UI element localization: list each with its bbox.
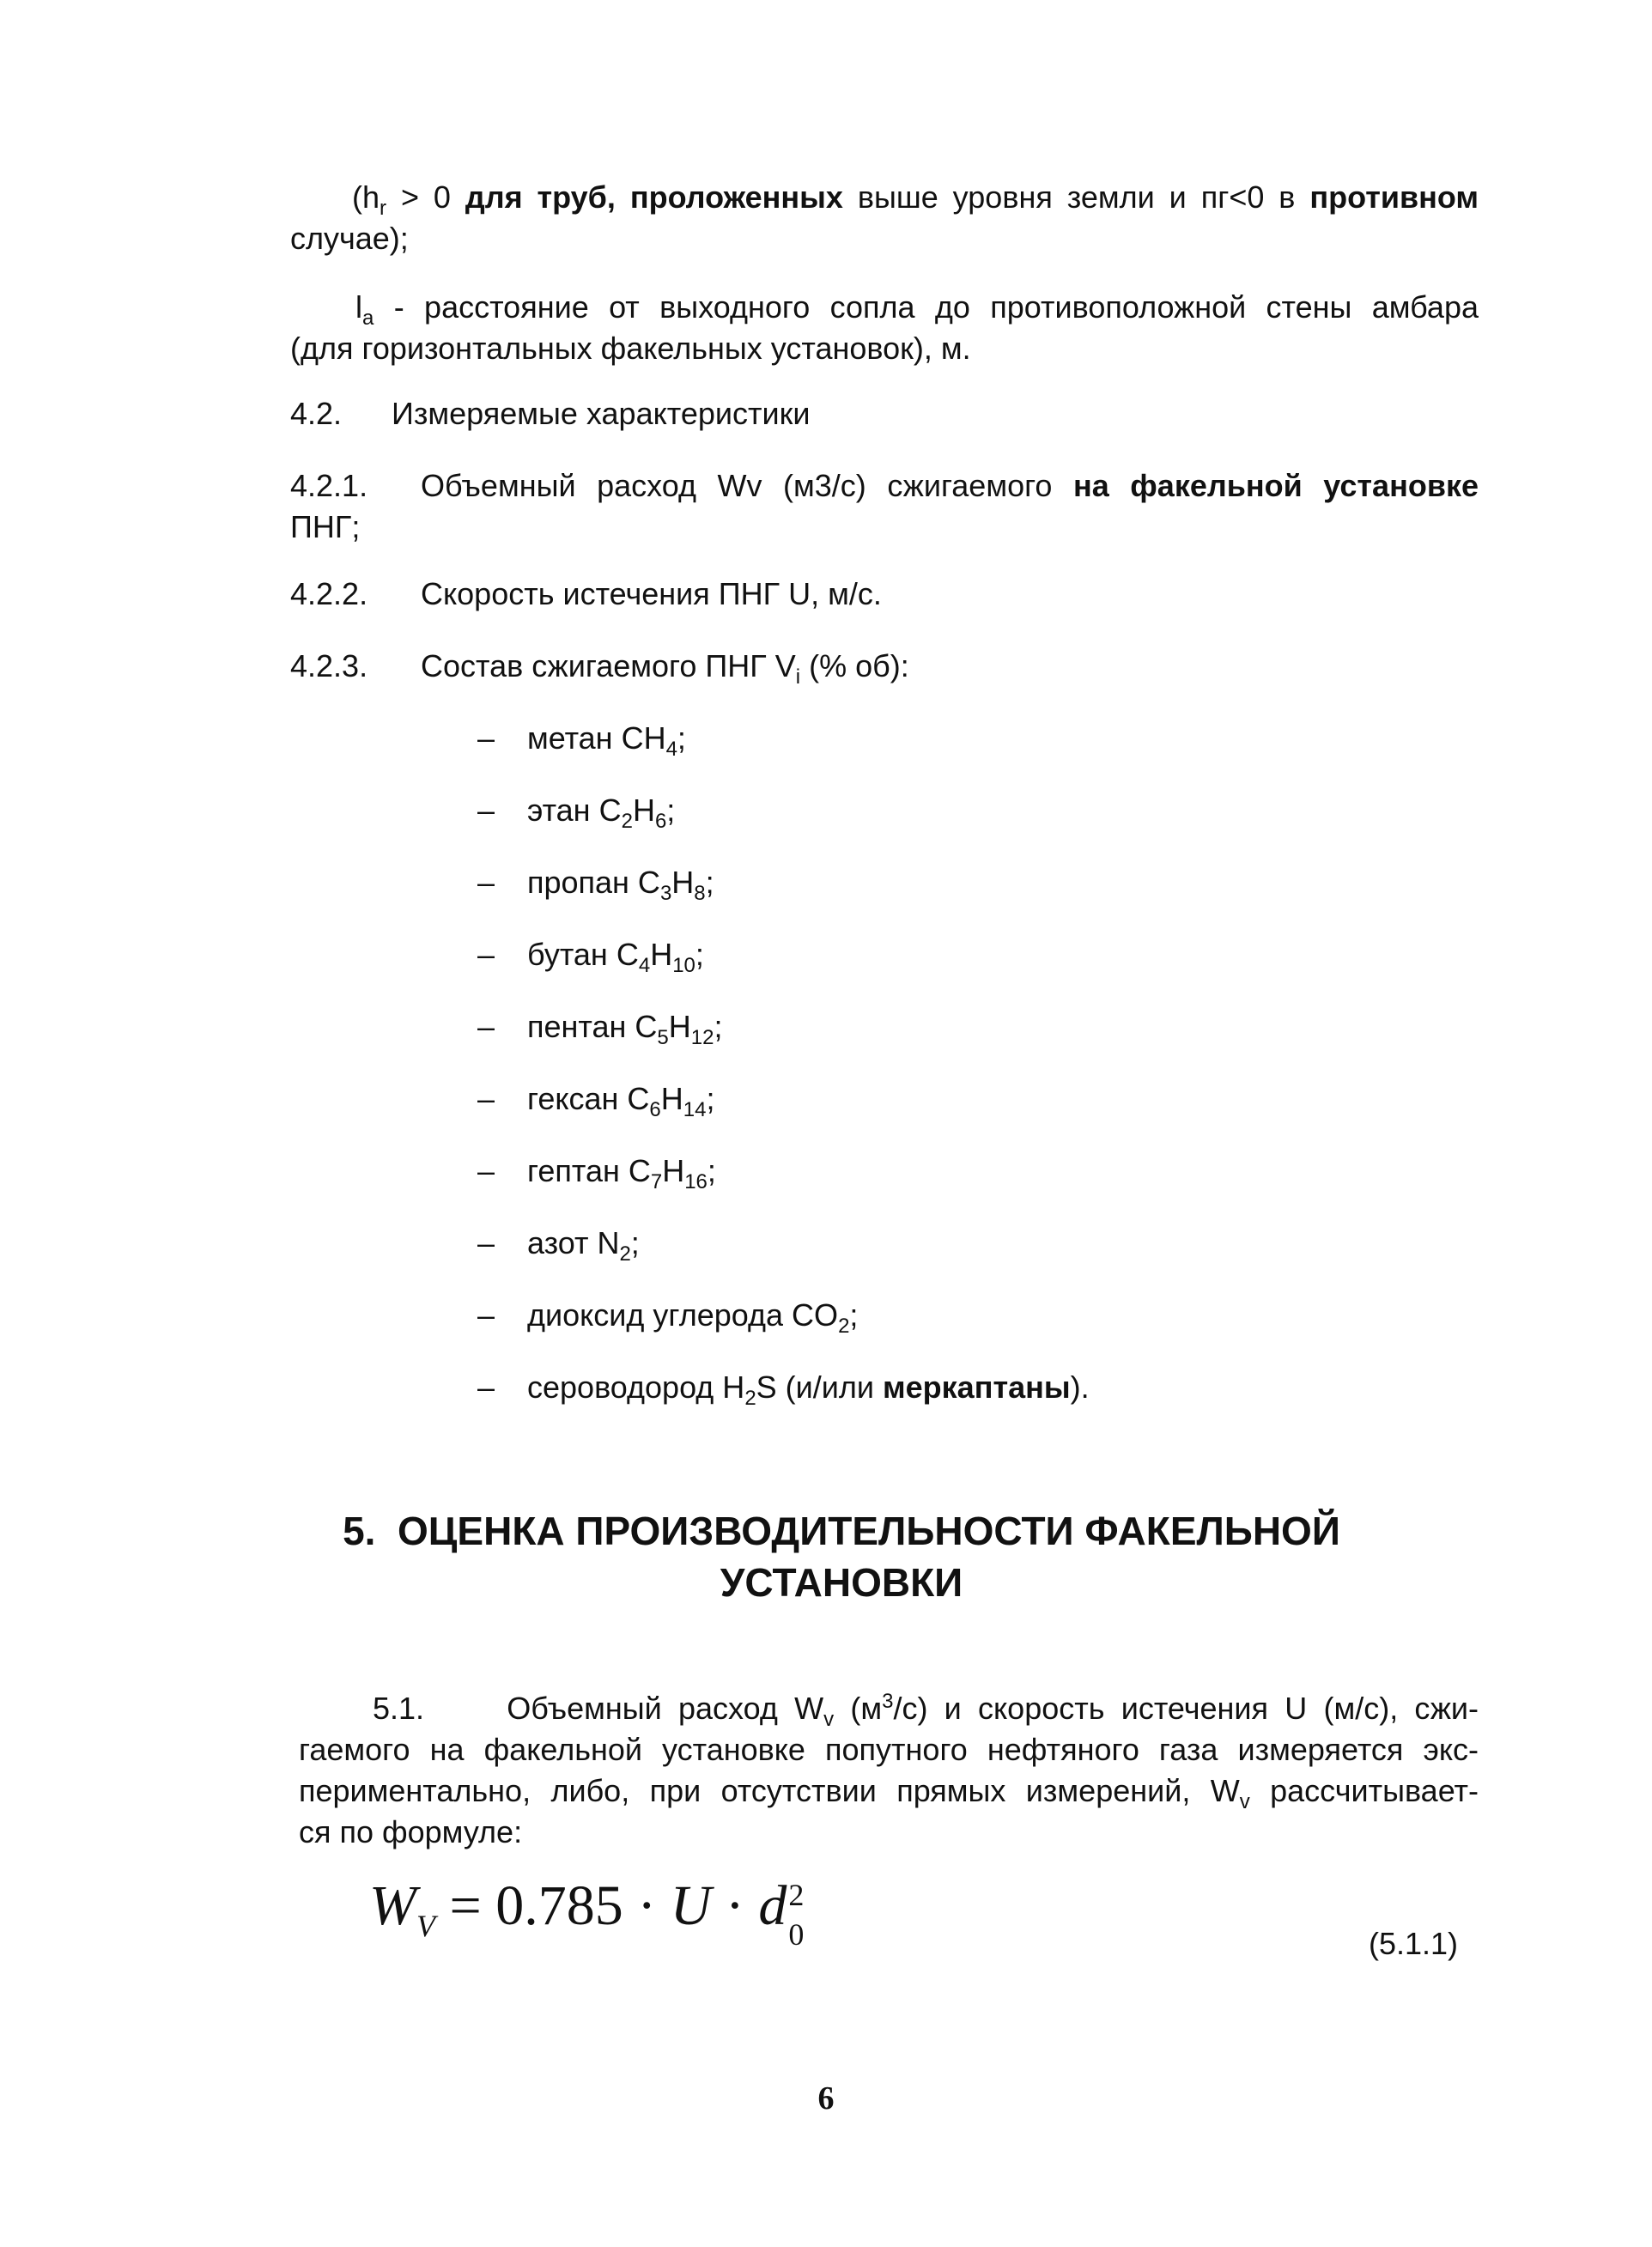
paragraph-la: $l_a$ - расстояние от выходного сопла до противоположной стены амбара <box>355 289 1479 331</box>
section-heading-number: 5. <box>343 1509 376 1553</box>
paragraph-hr: ($h_r > 0$ для труб, проложенных выше уровня земли и пг<0 в противном <box>352 179 1479 221</box>
list-dash: – <box>477 937 495 972</box>
section-text-4-2-1: Объемный расход Wv (м3/с) сжигаемого на факельной установке <box>421 468 1479 503</box>
section-number-4-2: 4.2. <box>290 396 343 431</box>
list-dash: – <box>477 1225 495 1260</box>
list-dash: – <box>477 865 495 900</box>
section-heading-5 <box>258 1504 1425 1558</box>
formula-5-1-1: $W_V = 0.785 \cdot U \cdot d$ 2 0 <box>369 1872 816 1940</box>
list-item: пропан $C_3H_8$; <box>527 865 714 906</box>
section-heading-5-line2: УСТАНОВКИ <box>720 1560 963 1605</box>
list-item: этан $C_2H_6$; <box>527 793 676 834</box>
page-number: 6 <box>817 2080 835 2116</box>
formula-exponent-stack: 2 0 <box>788 1878 805 1952</box>
paragraph-5-1-line2: гаемого на факельной установке попутного нефтяного газа измеряется экс- <box>299 1732 1479 1767</box>
equation-number: (5.1.1) <box>1369 1926 1459 1961</box>
list-dash: – <box>477 1369 495 1405</box>
list-dash: – <box>477 1009 495 1044</box>
section-text-4-2-3: Состав сжигаемого ПНГ $V_i$ (% об): <box>421 648 909 689</box>
section-number-4-2-3: 4.2.3. <box>290 648 368 683</box>
list-item: пентан $C_5H_{12}$; <box>527 1009 723 1050</box>
paragraph-la-line2: (для гори​зонтальных факельных установок), м. <box>290 331 971 366</box>
list-item: бутан $C_4H_{10}$; <box>527 937 704 978</box>
list-dash: – <box>477 1297 495 1333</box>
section-text-4-2-2: Скорость истечения ПНГ U, м/с. <box>421 576 882 611</box>
section-number-4-2-1: 4.2.1. <box>290 468 368 503</box>
section-title-4-2: Измеряемые характеристики <box>392 396 811 431</box>
list-item: азот $N_2$; <box>527 1225 640 1266</box>
list-item: диоксид углерода $CO_2$; <box>527 1297 859 1339</box>
list-dash: – <box>477 1153 495 1188</box>
paragraph-5-1: 5.1. Объемный расход $W_v$ $(м^3/с)$ и скорость истечения U (м/с), сжи- <box>373 1690 1479 1732</box>
list-dash: – <box>477 720 495 756</box>
list-item: сероводород $H_2S$ (и/или меркаптаны). <box>527 1369 1090 1411</box>
list-item: гептан $C_7H_{16}$; <box>527 1153 716 1194</box>
section-text-4-2-1-line2: ПНГ; <box>290 509 361 544</box>
list-dash: – <box>477 793 495 828</box>
list-item: гексан $C_6H_{14}$; <box>527 1081 715 1122</box>
list-dash: – <box>477 1081 495 1116</box>
section-number-4-2-2: 4.2.2. <box>290 576 368 611</box>
section-heading-line1: ОЦЕНКА ПРОИЗВОДИТЕЛЬНОСТИ ФАКЕЛЬНОЙ <box>398 1509 1340 1553</box>
paragraph-5-1-line4: ся по формуле: <box>299 1814 523 1849</box>
paragraph-hr-line2: случае); <box>290 221 409 256</box>
paragraph-5-1-line3: периментально, либо, при отсутствии прямых измерений, $W_v$ рассчитывает- <box>299 1773 1479 1814</box>
list-item: метан $CH_4$; <box>527 720 686 762</box>
